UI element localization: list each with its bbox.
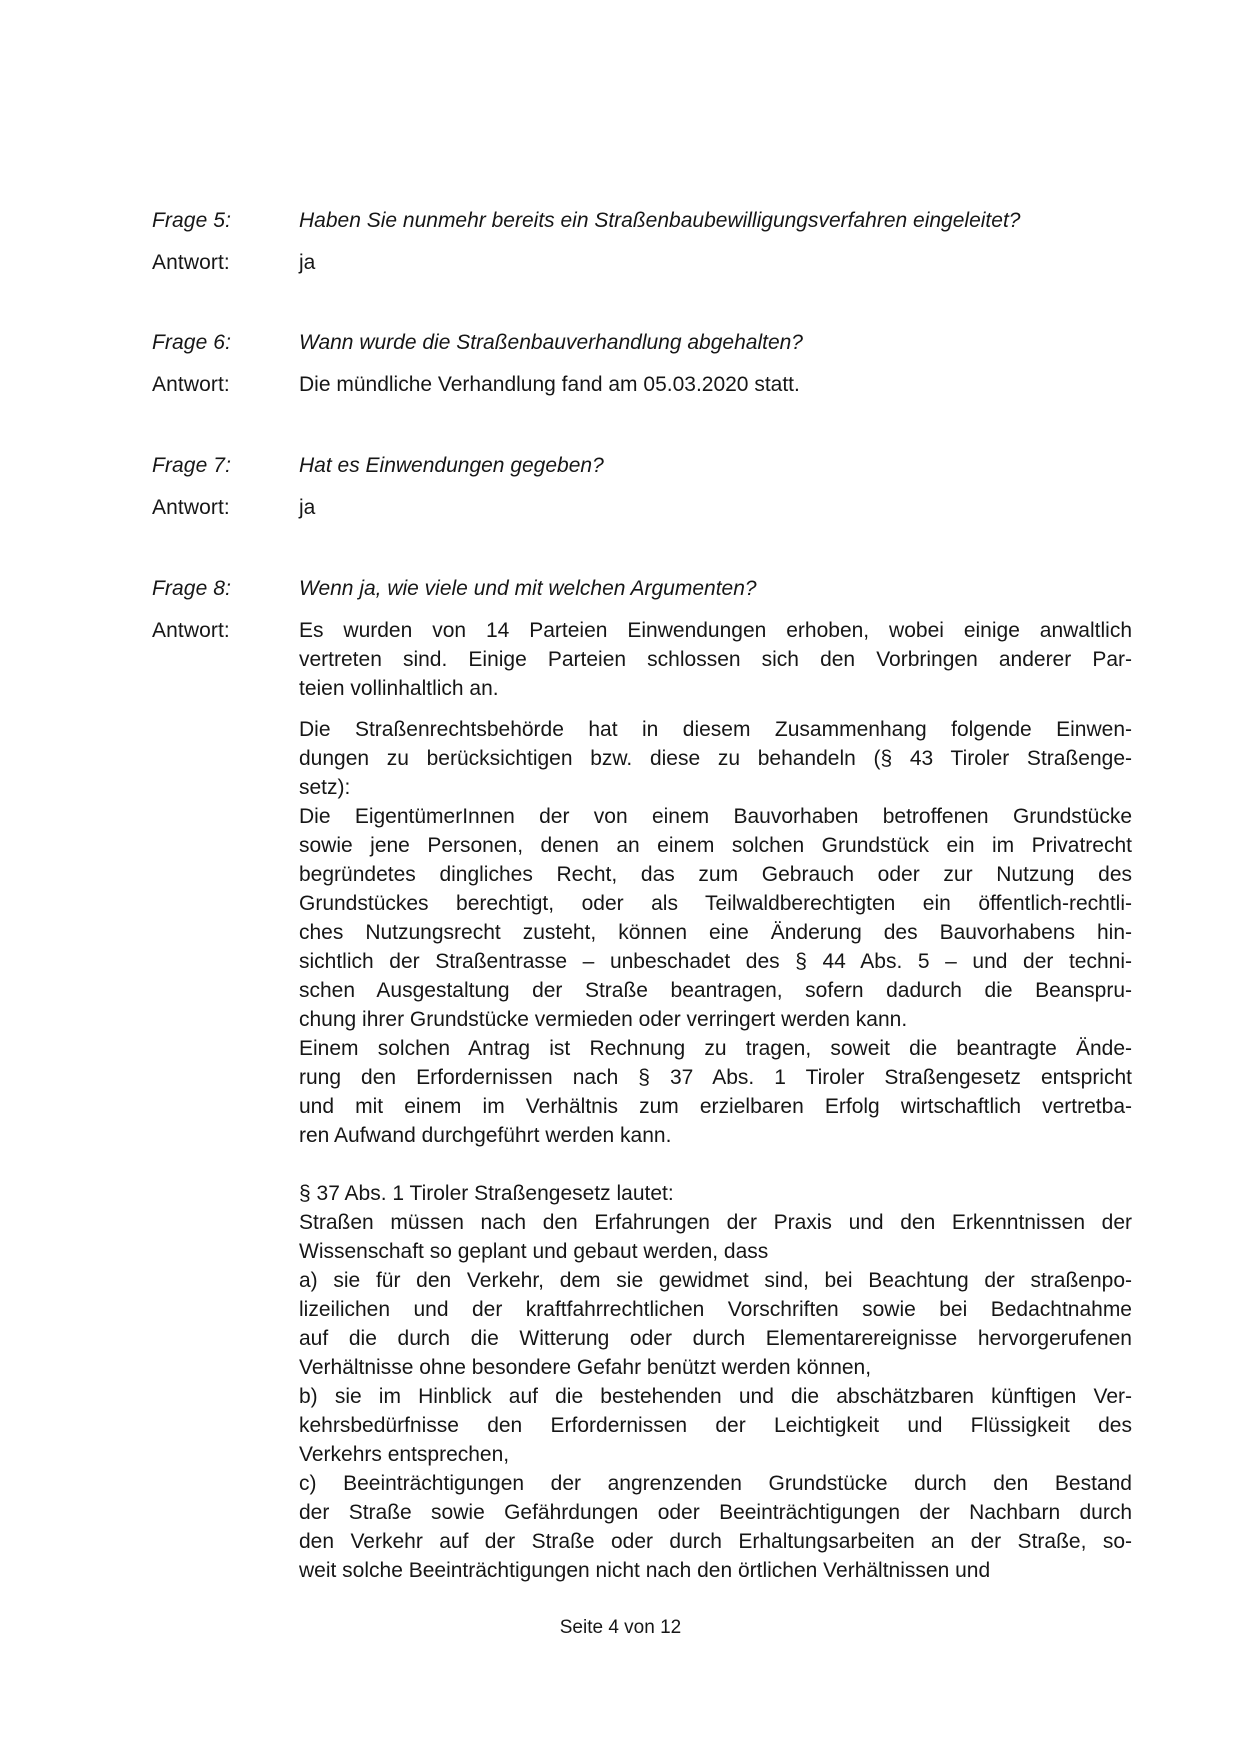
question-text: Wann wurde die Straßenbauverhandlung abgehalten? [299,331,803,354]
question-row [152,574,1132,603]
text-line: Es wurden von 14 Parteien Einwendungen erhoben, wobei einige anwaltlich [299,619,1132,642]
text-line: Straßen müssen nach den Erfahrungen der Praxis und den Erkenntnissen der [299,1211,1132,1234]
text-line: auf die durch die Witterung oder durch Elementarereignisse hervorgerufenen [299,1327,1132,1350]
answer-row [152,248,1132,277]
text-line: schen Ausgestaltung der Straße beantragen, sofern dadurch die Beanspru- [299,979,1132,1002]
question-text: Hat es Einwendungen gegeben? [299,454,604,477]
text-line: Grundstückes berechtigt, oder als Teilwaldberechtigten ein öffentlich-rechtli- [299,892,1132,915]
text-line: weit solche Beeinträchtigungen nicht nach den örtlichen Verhältnissen und [299,1559,991,1582]
answer-row [152,493,1132,522]
answer-paragraph [299,1034,1132,1150]
text-line: ches Nutzungsrecht zusteht, können eine Änderung des Bauvorhabens hin- [299,921,1132,944]
qa-block-7 [152,451,1132,522]
text-line: kehrsbedürfnisse den Erfordernissen der Leichtigkeit und Flüssigkeit des [299,1414,1132,1437]
text-line: Verhältnisse ohne besondere Gefahr benützt werden können, [299,1356,872,1379]
text-line: Die EigentümerInnen der von einem Bauvorhaben betroffenen Grundstücke [299,805,1132,828]
text-line: teien vollinhaltlich an. [299,677,499,700]
question-text: Haben Sie nunmehr bereits ein Straßenbaubewilligungsverfahren eingeleitet? [299,209,1021,232]
text-line: sowie jene Personen, denen an einem solchen Grundstück ein im Privatrecht [299,834,1132,857]
question-row [152,451,1132,480]
answer-paragraph [299,715,1132,802]
text-line: den Verkehr auf der Straße oder durch Erhaltungsarbeiten an der Straße, so- [299,1530,1132,1553]
question-label: Frage 6: [152,331,232,354]
text-line: der Straße sowie Gefährdungen oder Beeinträchtigungen der Nachbarn durch [299,1501,1132,1524]
question-label: Frage 7: [152,454,232,477]
text-line: und mit einem im Verhältnis zum erzielbaren Erfolg wirtschaftlich vertretba- [299,1095,1132,1118]
text-line: dungen zu berücksichtigen bzw. diese zu behandeln (§ 43 Tiroler Straßenge- [299,747,1132,770]
text-line: a) sie für den Verkehr, dem sie gewidmet sind, bei Beachtung der straßenpo- [299,1269,1132,1292]
text-line: rung den Erfordernissen nach § 37 Abs. 1 Tiroler Straßengesetz entspricht [299,1066,1132,1089]
text-line: c) Beeinträchtigungen der angrenzenden Grundstücke durch den Bestand [299,1472,1132,1495]
text-line: ren Aufwand durchgeführt werden kann. [299,1124,672,1147]
text-line: begründetes dingliches Recht, das zum Gebrauch oder zur Nutzung des [299,863,1132,886]
answer-label: Antwort: [152,251,230,274]
text-line: § 37 Abs. 1 Tiroler Straßengesetz lautet: [299,1182,674,1205]
question-row [152,206,1132,235]
answer-row [152,616,1132,1585]
text-line: sichtlich der Straßentrasse – unbeschadet des § 44 Abs. 5 – und der techni- [299,950,1132,973]
answer-label: Antwort: [152,619,230,642]
question-label: Frage 8: [152,577,232,600]
answer-label: Antwort: [152,373,230,396]
answer-body [299,616,1132,1585]
text-line: Wissenschaft so geplant und gebaut werden, dass [299,1240,769,1263]
answer-row [152,370,1132,399]
text-line: b) sie im Hinblick auf die bestehenden und die abschätzbaren künftigen Ver- [299,1385,1132,1408]
answer-paragraph [299,802,1132,1034]
answer-text: ja [299,251,316,274]
text-line: setz): [299,776,351,799]
qa-block-8 [152,574,1132,1585]
answer-paragraph [299,1382,1132,1469]
answer-paragraph [299,1208,1132,1266]
answer-paragraph [299,1266,1132,1382]
answer-text: ja [299,496,316,519]
question-label: Frage 5: [152,209,232,232]
question-text: Wenn ja, wie viele und mit welchen Argumenten? [299,577,757,600]
text-line: vertreten sind. Einige Parteien schlossen sich den Vorbringen anderer Par- [299,648,1132,671]
answer-paragraph [299,1179,1132,1208]
page-number: Seite 4 von 12 [559,1617,682,1638]
answer-text: Die mündliche Verhandlung fand am 05.03.2020 statt. [299,373,800,396]
qa-block-5 [152,206,1132,277]
question-row [152,328,1132,357]
text-line: Verkehrs entsprechen, [299,1443,510,1466]
answer-label: Antwort: [152,496,230,519]
text-line: Einem solchen Antrag ist Rechnung zu tragen, soweit die beantragte Ände- [299,1037,1132,1060]
qa-block-6 [152,328,1132,399]
text-line: lizeilichen und der kraftfahrrechtlichen Vorschriften sowie bei Bedachtnahme [299,1298,1132,1321]
answer-paragraph [299,1469,1132,1585]
text-line: Die Straßenrechtsbehörde hat in diesem Zusammenhang folgende Einwen- [299,718,1132,741]
answer-paragraph [299,616,1132,703]
text-line: chung ihrer Grundstücke vermieden oder verringert werden kann. [299,1008,908,1031]
